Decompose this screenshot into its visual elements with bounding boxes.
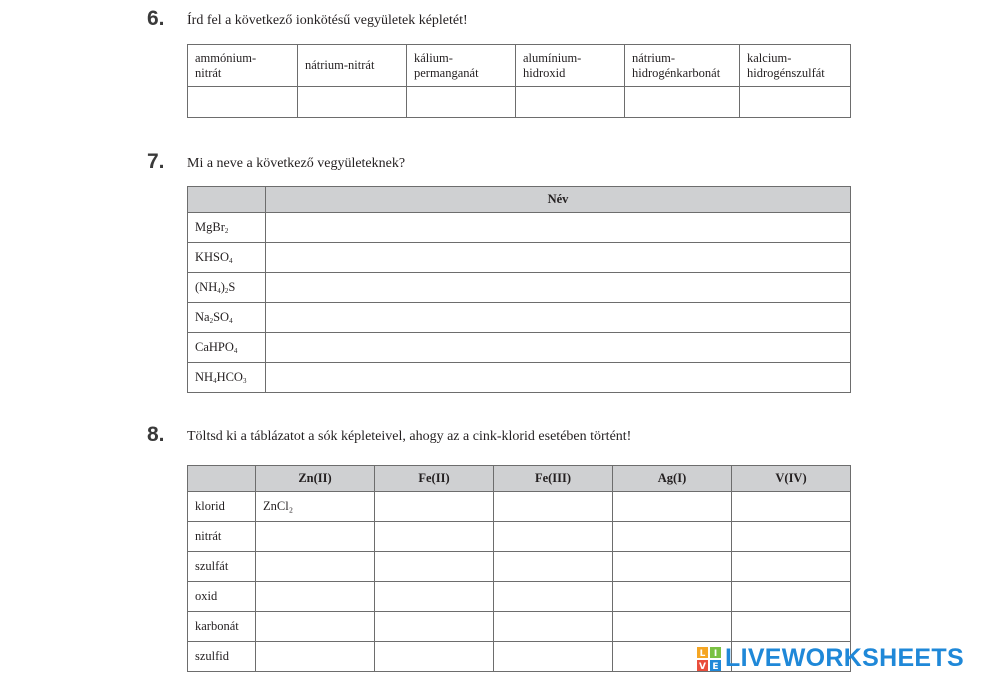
q8-row-label: szulfid (188, 642, 256, 672)
logo-letter: E (712, 661, 719, 671)
q8-answer-field[interactable] (256, 522, 375, 552)
q7-answer-field[interactable] (266, 243, 851, 273)
q8-answer-field[interactable] (375, 612, 494, 642)
liveworksheets-logo-icon (697, 647, 721, 671)
q8-column-header: Zn(II) (256, 466, 375, 492)
q8-column-header: V(IV) (732, 466, 851, 492)
q7-answer-field[interactable] (266, 363, 851, 393)
q8-answer-field[interactable] (494, 522, 613, 552)
q8-column-header: Fe(II) (375, 466, 494, 492)
q8-answer-field[interactable] (494, 642, 613, 672)
q8-column-header: Fe(III) (494, 466, 613, 492)
q8-answer-field[interactable] (613, 522, 732, 552)
q8-row-label: nitrát (188, 522, 256, 552)
q8-answer-field[interactable] (375, 642, 494, 672)
q8-corner-cell (188, 466, 256, 492)
q6-header-cell: nátrium-nitrát (298, 45, 407, 87)
q8-answer-field[interactable] (613, 552, 732, 582)
q6-table (187, 44, 851, 118)
q8-answer-field[interactable] (494, 492, 613, 522)
q7-formula: $KHSO_4$ (188, 243, 266, 273)
q8-number: 8. (147, 423, 165, 446)
liveworksheets-watermark (697, 646, 964, 671)
q6-answer-field[interactable] (740, 87, 851, 118)
q8-answer-field[interactable] (494, 582, 613, 612)
q6-header-cell: alumínium- hidroxid (516, 45, 625, 87)
q8-answer-field[interactable] (256, 582, 375, 612)
q8-answer-field[interactable] (613, 582, 732, 612)
q8-answer-field[interactable] (732, 582, 851, 612)
q8-table (187, 465, 851, 672)
q8-answer-field[interactable] (613, 612, 732, 642)
q8-answer-field[interactable] (732, 612, 851, 642)
q8-answer-field[interactable] (256, 642, 375, 672)
q8-row-label: szulfát (188, 552, 256, 582)
q7-answer-field[interactable] (266, 213, 851, 243)
q8-answer-field[interactable] (732, 522, 851, 552)
q8-answer-field[interactable] (375, 552, 494, 582)
q8-answer-field[interactable] (494, 552, 613, 582)
q8-row-label: karbonát (188, 612, 256, 642)
q7-formula: $(NH_4)_2S$ (188, 273, 266, 303)
q7-formula: $Na_2SO_4$ (188, 303, 266, 333)
q8-answer-field[interactable] (732, 552, 851, 582)
q6-answer-field[interactable] (625, 87, 740, 118)
q8-prompt: Töltsd ki a táblázatot a sók képleteivel, ahogy az a cink-klorid esetében történt! (187, 429, 632, 444)
q8-answer-field[interactable] (256, 612, 375, 642)
q7-formula: $NH_4HCO_3$ (188, 363, 266, 393)
q8-answer-field[interactable] (375, 492, 494, 522)
q7-number: 7. (147, 150, 165, 173)
q8-answer-field[interactable] (375, 522, 494, 552)
logo-letter: L (699, 648, 706, 659)
q6-answer-field[interactable] (298, 87, 407, 118)
logo-letter: V (699, 661, 706, 671)
q8-example-cell: ZnCl₂ (256, 492, 375, 522)
logo-letter: I (713, 648, 718, 659)
q8-answer-field[interactable] (732, 492, 851, 522)
q8-answer-field[interactable] (375, 582, 494, 612)
q8-answer-field[interactable] (613, 492, 732, 522)
q7-answer-field[interactable] (266, 303, 851, 333)
q8-answer-field[interactable] (494, 612, 613, 642)
q7-table (187, 186, 851, 393)
q6-answer-field[interactable] (516, 87, 625, 118)
q8-answer-field[interactable] (256, 552, 375, 582)
q7-answer-field[interactable] (266, 273, 851, 303)
q7-name-header: Név (266, 187, 851, 213)
q6-prompt: Írd fel a következő ionkötésű vegyületek képletét! (187, 13, 468, 28)
q7-corner-cell (188, 187, 266, 213)
q8-row-label: oxid (188, 582, 256, 612)
q6-header-cell: ammónium- nitrát (188, 45, 298, 87)
q6-header-cell: kálium- permanganát (407, 45, 516, 87)
q6-header-cell: nátrium- hidrogénkarbonát (625, 45, 740, 87)
q6-header-cell: kalcium- hidrogénszulfát (740, 45, 851, 87)
q6-answer-field[interactable] (188, 87, 298, 118)
q8-row-label: klorid (188, 492, 256, 522)
q7-formula: CaHPO$_4$ (188, 333, 266, 363)
watermark-text: LIVEWORKSHEETS (725, 644, 964, 672)
q7-answer-field[interactable] (266, 333, 851, 363)
q6-answer-field[interactable] (407, 87, 516, 118)
q6-number: 6. (147, 7, 165, 30)
q7-prompt: Mi a neve a következő vegyületeknek? (187, 156, 406, 171)
q8-column-header: Ag(I) (613, 466, 732, 492)
q7-formula: MgBr$_2$ (188, 213, 266, 243)
